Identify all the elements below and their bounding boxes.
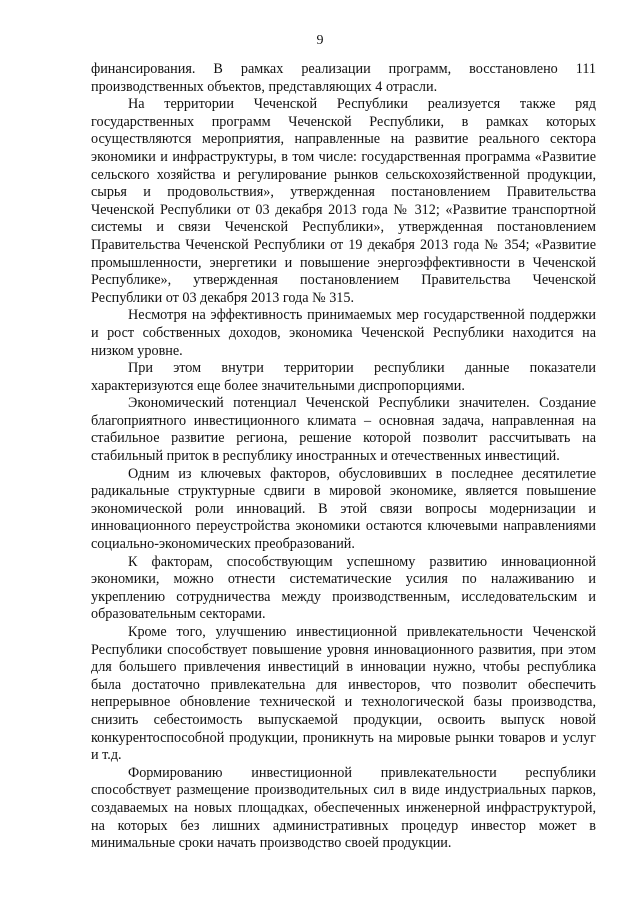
paragraph-innovation-factors: К факторам, способствующим успешному развитию инновационной экономики, можно отнести систематические усилия по налаживанию и укреплению сотрудничества между производственным, исследовательским и образовательным секторами. — [91, 553, 596, 623]
paragraph-state-programs: На территории Чеченской Республики реализуется также ряд государственных программ Чеченской Республики, в рамках которых осуществляются мероприятия, направленные на развитие реального сектора экономики и инфраструктуры, в том числе: государственная программа «Развитие сельского хозяйства и регулирование рынков сельскохозяйственной продукции, сырья и продовольствия», утвержденная постановлением Правительства Чеченской Республики от 03 декабря 2013 года № 312; «Развитие транспортной системы и связи Чеченской Республики», утвержденная постановлением Правительства Чеченской Республики от 19 декабря 2013 года № 354; «Развитие промышленности, энергетики и повышение энергоэффективности в Чеченской Республике», утвержденная постановлением Правительства Чеченской Республики от 03 декабря 2013 года № 315. — [91, 96, 596, 306]
paragraph-disproportions: При этом внутри территории республики данные показатели характеризуются еще более значительными диспропорциями. — [91, 360, 596, 394]
paragraph-investment-attractiveness: Кроме того, улучшению инвестиционной привлекательности Чеченской Республики способствует повышение уровня инновационного развития, при этом для большего привлечения инвестиций в инновации нужно, чтобы республика была достаточно привлекательна для инвесторов, что позволит обеспечить непрерывное обновление технической и технологической базы производства, снизить себестоимость выпускаемой продукции, освоить выпуск новой конкурентоспособной продукции, проникнуть на мировые рынки товаров и услуг и т.д. — [91, 624, 596, 764]
document-body — [91, 61, 596, 853]
paragraph-economy-low-level: Несмотря на эффективность принимаемых мер государственной поддержки и рост собственных доходов, экономика Чеченской Республики находится на низком уровне. — [91, 307, 596, 359]
paragraph-financing-continuation: финансирования. В рамках реализации программ, восстановлено 111 производственных объектов, представляющих 4 отрасли. — [91, 61, 596, 95]
paragraph-economic-potential: Экономический потенциал Чеченской Республики значителен. Создание благоприятного инвестиционного климата – основная задача, направленная на стабильное развитие региона, решение которой позволит рассчитывать на стабильный приток в республику иностранных и отечественных инвестиций. — [91, 395, 596, 465]
paragraph-industrial-parks: Формированию инвестиционной привлекательности республики способствует размещение производительных сил в виде индустриальных парков, создаваемых на новых площадках, обеспеченных инженерной инфраструктурой, на которых без лишних административных процедур инвестор может в минимальные сроки начать производство своей продукции. — [91, 764, 596, 852]
paragraph-innovation-role: Одним из ключевых факторов, обусловивших в последнее десятилетие радикальные структурные сдвиги в мировой экономике, является повышение экономической роли инноваций. В этой связи вопросы модернизации и инновационного переустройства экономики остаются ключевыми направлениями социально-экономических преобразований. — [91, 465, 596, 553]
page-number: 9 — [316, 33, 324, 48]
